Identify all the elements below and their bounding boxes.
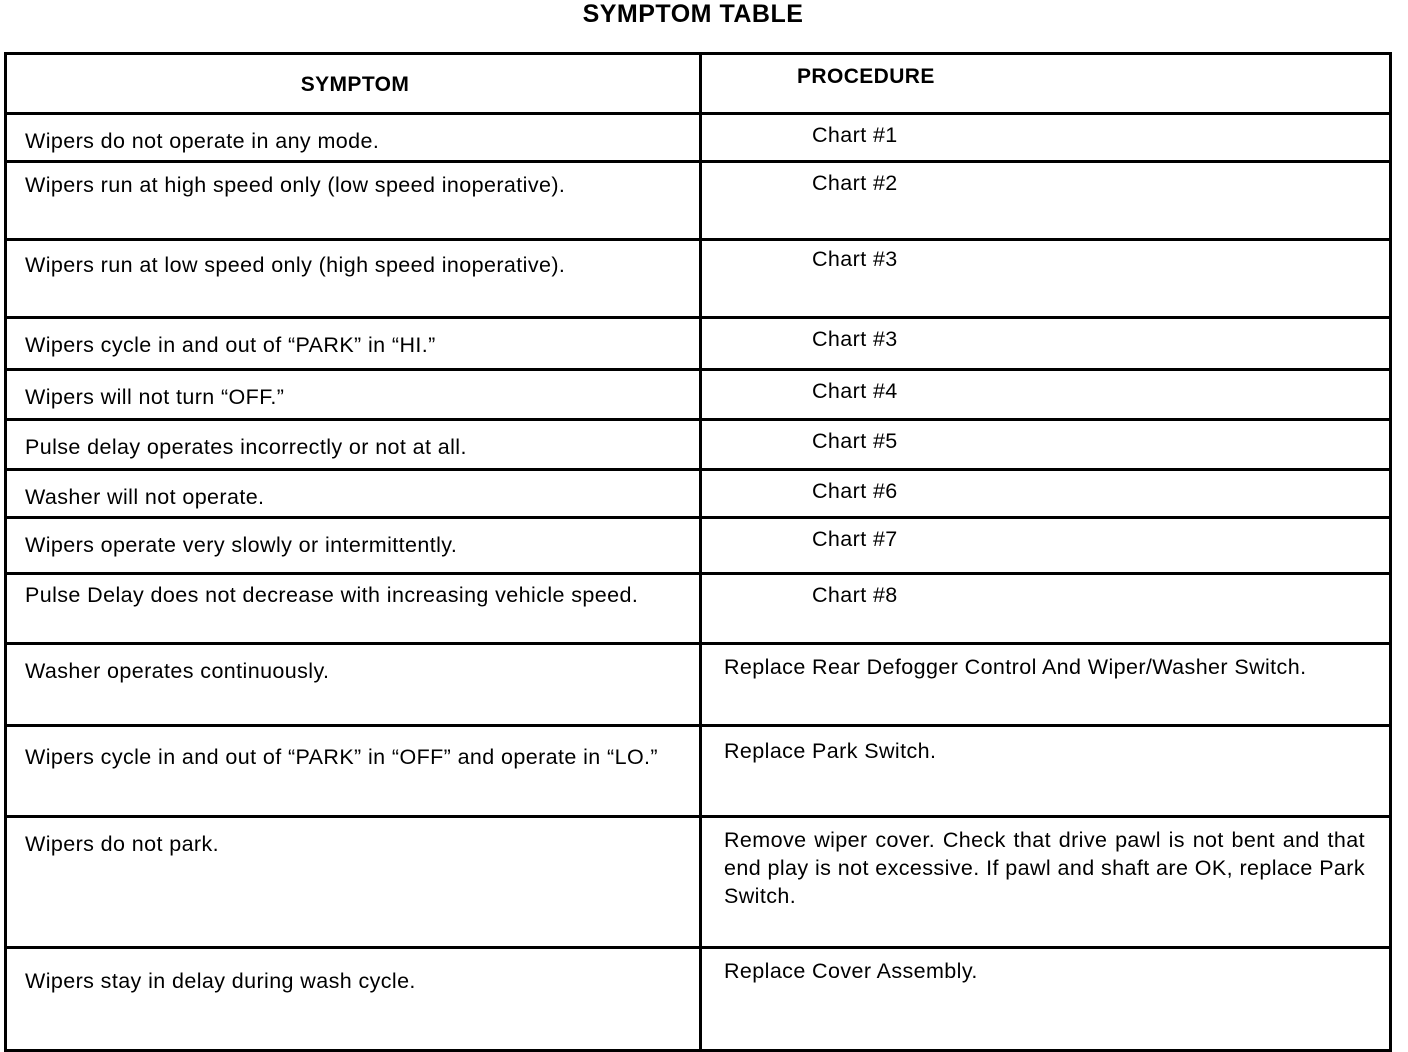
procedure-cell: Replace Rear Defogger Control And Wiper/Washer Switch. (724, 655, 1307, 679)
symptom-cell: Washer operates continuously. (7, 645, 702, 724)
procedure-cell: Chart #4 (812, 379, 898, 403)
table-row (7, 572, 1389, 642)
procedure-cell: Chart #8 (812, 583, 898, 607)
procedure-cell: Chart #1 (812, 123, 898, 147)
symptom-cell: Wipers run at high speed only (low speed inoperative). (7, 163, 702, 238)
symptom-cell: Wipers run at low speed only (high speed inoperative). (7, 241, 702, 316)
symptom-cell: Wipers do not operate in any mode. (7, 115, 702, 160)
table-header-row (7, 55, 1389, 112)
procedure-cell: Chart #6 (812, 479, 898, 503)
symptom-cell: Wipers operate very slowly or intermittently. (7, 519, 702, 572)
table-row (7, 468, 1389, 516)
header-symptom: SYMPTOM (7, 55, 702, 112)
table-row (7, 112, 1389, 160)
procedure-cell: Replace Park Switch. (724, 739, 937, 763)
symptom-cell: Wipers cycle in and out of “PARK” in “OFF” and operate in “LO.” (7, 727, 702, 815)
symptom-cell: Wipers cycle in and out of “PARK” in “HI.” (7, 319, 702, 368)
table-row (7, 418, 1389, 468)
table-row (7, 815, 1389, 946)
procedure-cell: Chart #5 (812, 429, 898, 453)
procedure-cell: Chart #7 (812, 527, 898, 551)
procedure-cell: Remove wiper cover. Check that drive pawl is not bent and that end play is not excessive. If pawl and shaft are OK, replace Park Switch. (724, 828, 1365, 908)
table-row (7, 642, 1389, 724)
table-row (7, 368, 1389, 418)
symptom-cell: Pulse delay operates incorrectly or not at all. (7, 421, 702, 468)
symptom-cell: Washer will not operate. (7, 471, 702, 516)
table-row (7, 724, 1389, 815)
table-row (7, 316, 1389, 368)
header-procedure: PROCEDURE (797, 65, 935, 88)
table-row (7, 160, 1389, 238)
symptom-cell: Wipers will not turn “OFF.” (7, 371, 702, 418)
page-title: SYMPTOM TABLE (582, 0, 804, 28)
procedure-cell: Chart #3 (812, 247, 898, 271)
symptom-cell: Wipers do not park. (7, 818, 702, 946)
table-row (7, 946, 1389, 1049)
symptom-cell: Wipers stay in delay during wash cycle. (7, 949, 702, 1049)
procedure-cell: Replace Cover Assembly. (724, 959, 978, 983)
table-row (7, 516, 1389, 572)
symptom-cell: Pulse Delay does not decrease with increasing vehicle speed. (7, 575, 702, 642)
procedure-cell: Chart #2 (812, 171, 898, 195)
procedure-cell: Chart #3 (812, 327, 898, 351)
symptom-table (4, 52, 1392, 1052)
table-row (7, 238, 1389, 316)
